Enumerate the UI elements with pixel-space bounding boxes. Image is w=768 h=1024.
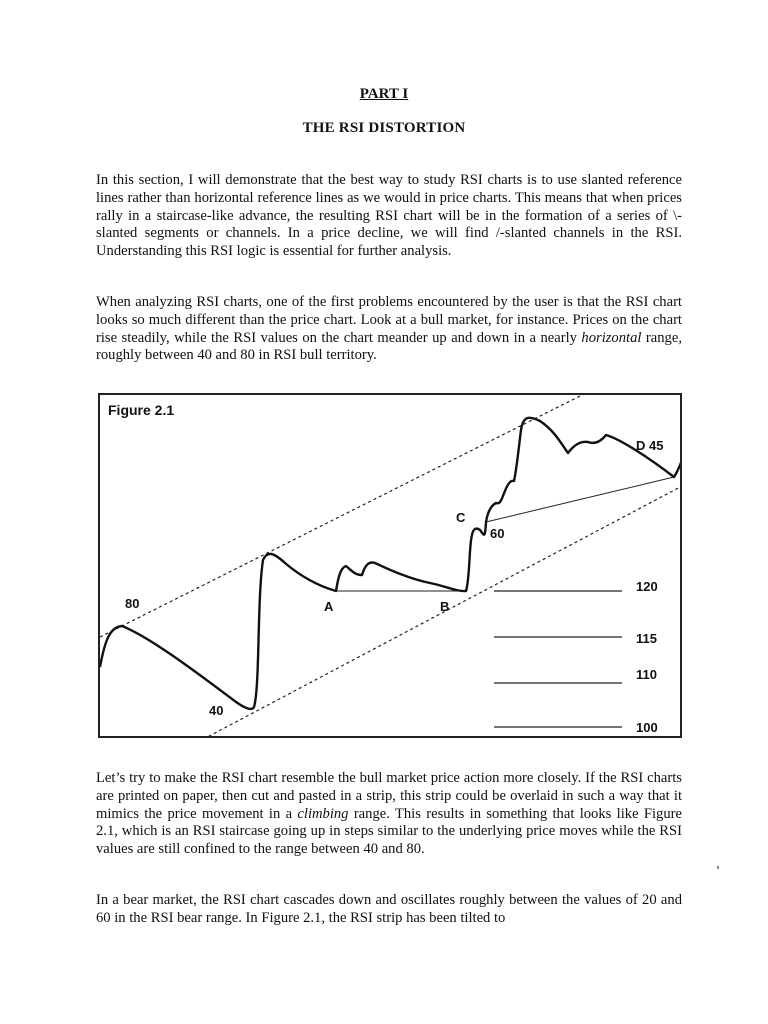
figure-2-1 bbox=[98, 393, 682, 738]
figure-caption: Figure 2.1 bbox=[108, 402, 175, 418]
paragraph-intro: In this section, I will demonstrate that the best way to study RSI charts is to use slanted reference lines rather than horizontal reference lines as we would in price charts. This means that when prices rally in a staircase-like advance, the resulting RSI chart will be in the formation of a series of \-slanted segments or channels. In a price decline, we will find /-slanted channels in the RSI. Understanding this RSI logic is essential for further analysis. bbox=[96, 172, 682, 260]
rsi-curve bbox=[100, 418, 682, 709]
price-level-label-100: 100 bbox=[636, 720, 658, 735]
figure-drawing bbox=[100, 395, 682, 738]
label-point-b: B bbox=[440, 599, 450, 614]
emphasis-climbing: climbing bbox=[297, 805, 349, 822]
paragraph-strip bbox=[96, 770, 682, 859]
paragraph-analysis-text-1: When analyzing RSI charts, one of the first problems encountered by the user is that the RSI chart looks so much different than the price chart. Look at a bull market, for instance. Prices on the chart rise steadily, while the RSI values on the chart meander up and down in a nearly bbox=[96, 294, 682, 346]
paragraph-bear-market: In a bear market, the RSI chart cascades down and oscillates roughly between the values of 20 and 60 in the RSI bear range. In Figure 2.1, the RSI strip has been tilted to bbox=[96, 892, 682, 926]
label-rsi-60: 60 bbox=[490, 526, 505, 541]
label-point-d: D 45 bbox=[636, 438, 664, 453]
paragraph-analysis bbox=[96, 294, 682, 365]
emphasis-horizontal: horizontal bbox=[581, 329, 642, 346]
part-heading: PART I bbox=[359, 86, 409, 102]
paragraph-strip-text-2: range. This results in something that looks like Figure 2.1, which is an RSI staircase going up in steps similar to the underlying price moves while the RSI values are still confined to the range between 40 and 80. bbox=[96, 805, 682, 858]
channel-upper-line bbox=[100, 395, 588, 637]
paragraph-analysis-text-2: range, roughly between 40 and 80 in RSI bull territory. bbox=[96, 329, 682, 364]
reference-line-c-d bbox=[486, 477, 674, 522]
paragraph-strip-text-1: Let’s try to make the RSI chart resemble the bull market price action more closely. If the RSI charts are printed on paper, then cut and pasted in a strip, this strip could be overlaid in such a way that it mimics the price movement in a bbox=[96, 770, 682, 822]
label-point-c: C bbox=[456, 510, 466, 525]
label-rsi-80: 80 bbox=[125, 596, 140, 611]
price-level-label-120: 120 bbox=[636, 579, 658, 594]
section-title: THE RSI DISTORTION bbox=[302, 120, 466, 136]
price-level-label-115: 115 bbox=[636, 631, 657, 646]
scan-speck bbox=[717, 866, 719, 869]
price-level-label-110: 110 bbox=[636, 667, 657, 682]
label-rsi-40: 40 bbox=[209, 703, 224, 718]
label-point-a: A bbox=[324, 599, 334, 614]
